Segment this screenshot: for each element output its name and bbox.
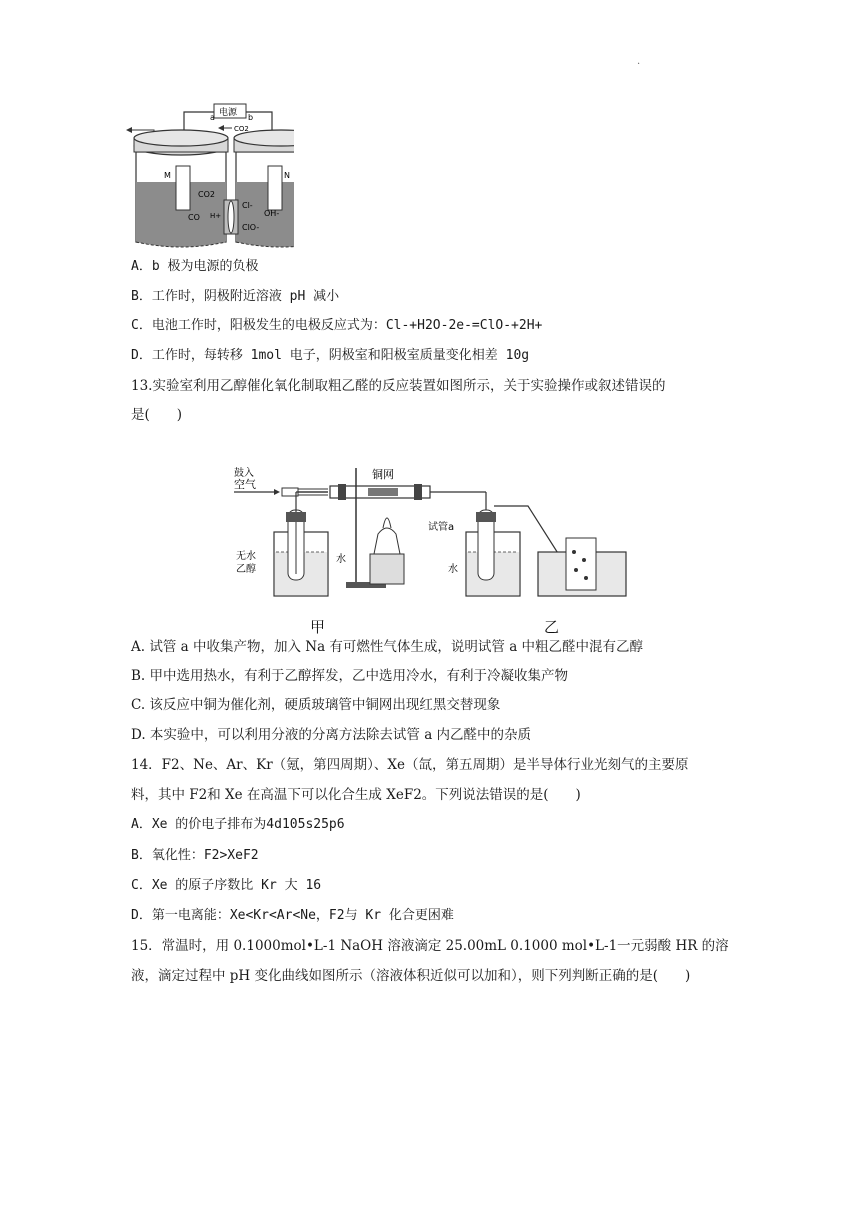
co2-inlet-label: CO2 <box>234 125 249 133</box>
left-product-label: CO <box>188 213 200 222</box>
q13-option-b: B. 甲中选用热水，有利于乙醇挥发，乙中选用冷水，有利于冷凝收集产物 <box>131 668 569 684</box>
q14-option-b: B．氧化性：F2>XeF2 <box>131 848 259 863</box>
q14-stem-line2: 料，其中 F2和 Xe 在高温下可以化合生成 XeF2。下列说法错误的是( ) <box>131 787 581 803</box>
q12-option-d: D．工作时，每转移 1mol 电子，阴极室和阳极室质量变化相差 10g <box>131 348 530 363</box>
q13-option-a: A. 试管 a 中收集产物，加入 Na 有可燃性气体生成，说明试管 a 中粗乙醛中混有乙醇 <box>131 639 644 655</box>
q12-option-c: C．电池工作时，阳极发生的电极反应式为：Cl-+H2O-2e-=ClO-+2H+ <box>131 318 543 333</box>
q13-option-c: C. 该反应中铜为催化剂，硬质玻璃管中铜网出现红黑交替现象 <box>131 697 501 713</box>
air-inlet-label-1: 鼓入 <box>234 468 254 479</box>
q15-stem-line2: 液，滴定过程中 pH 变化曲线如图所示（溶液体积近似可以加和），则下列判断正确的是( ) <box>131 968 691 984</box>
power-label: 电源 <box>219 108 238 118</box>
right-reactant-label: Cl- <box>242 201 253 210</box>
water-right-label: 水 <box>448 564 458 575</box>
water-left-label: 水 <box>336 554 346 565</box>
terminal-b-label: b <box>248 113 254 122</box>
right-oh-label: OH- <box>264 209 280 218</box>
q13-stem-line1: 13.实验室利用乙醇催化氧化制取粗乙醛的反应装置如图所示，关于实验操作或叙述错误的 <box>131 378 666 394</box>
q13-stem-line2: 是( ) <box>131 407 183 423</box>
copper-mesh-label: 铜网 <box>372 468 394 481</box>
anhydrous-label-1: 无水 <box>236 551 256 562</box>
q12-option-a: A．b 极为电源的负极 <box>131 259 259 274</box>
terminal-a-label: a <box>210 113 215 122</box>
q12-option-b: B．工作时，阴极附近溶液 pH 减小 <box>131 289 340 304</box>
page-mark: . <box>637 56 641 67</box>
q14-option-c: C．Xe 的原子序数比 Kr 大 16 <box>131 878 322 893</box>
air-inlet-label-2: 空气 <box>234 478 256 491</box>
electrode-n-label: N <box>284 171 290 180</box>
q15-stem-line1: 15．常温时，用 0.1000mol•L-1 NaOH 溶液滴定 25.00mL 0.1000 mol•L-1一元弱酸 HR 的溶 <box>131 938 729 954</box>
electrode-m-label: M <box>164 171 171 180</box>
label-jia: 甲 <box>310 618 326 636</box>
electrolysis-figure <box>124 100 294 250</box>
q13-option-d: D. 本实验中，可以利用分液的分离方法除去试管 a 内乙醛中的杂质 <box>131 727 532 743</box>
q14-option-a: A．Xe 的价电子排布为4d105s25p6 <box>131 817 345 832</box>
right-product-label: ClO- <box>242 223 260 232</box>
tube-a-label: 试管a <box>428 522 455 533</box>
q14-option-d: D．第一电离能：Xe<Kr<Ar<Ne，F2与 Kr 化合更困难 <box>131 908 454 923</box>
label-yi: 乙 <box>544 618 560 636</box>
left-reactant-label: CO2 <box>198 190 215 199</box>
anhydrous-label-2: 乙醇 <box>236 564 256 575</box>
membrane-ion-label: H+ <box>210 212 222 220</box>
apparatus-figure <box>228 462 628 602</box>
q14-stem-line1: 14．F2、Ne、Ar、Kr（氪，第四周期）、Xe（氙，第五周期）是半导体行业光刻气的主要原 <box>131 757 689 773</box>
